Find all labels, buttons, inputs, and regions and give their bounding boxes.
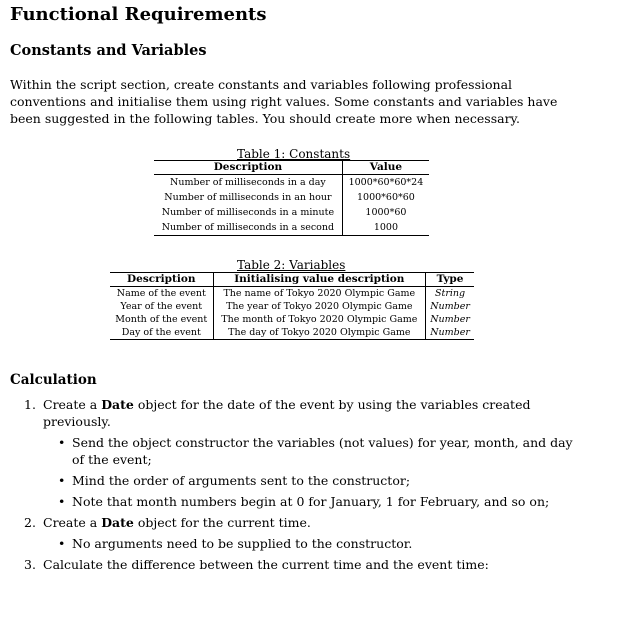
table-row <box>110 326 474 340</box>
table-cell: Day of the event <box>121 327 201 338</box>
table-cell: 1000*60*60*24 <box>348 177 424 188</box>
table2-caption: Table 2: Variables <box>237 258 346 272</box>
table-row <box>154 190 429 205</box>
table-cell: Number of milliseconds in a day <box>154 175 342 191</box>
step-text: Create a <box>43 397 102 412</box>
table-row <box>110 313 474 326</box>
table-cell: Year of the event <box>120 301 203 312</box>
section-heading: Constants and Variables <box>10 42 207 59</box>
list-item <box>24 556 584 573</box>
table-cell: 1000*60 <box>365 207 407 218</box>
bullet-text: No arguments need to be supplied to the constructor. <box>72 536 413 551</box>
step-keyword: Date <box>101 515 134 530</box>
table-cell: Number <box>430 327 470 338</box>
table1-header-description: Description <box>154 161 342 175</box>
list-item <box>24 472 584 489</box>
table-row <box>110 300 474 313</box>
table-row <box>154 220 429 236</box>
page-title: Functional Requirements <box>10 4 267 25</box>
bullet-icon: • <box>58 494 66 509</box>
table2-header-type: Type <box>426 273 474 287</box>
bullet-text: Send the object constructor the variables (not values) for year, month, and day of the event; <box>72 435 573 467</box>
table-cell: 1000 <box>373 222 399 233</box>
bullet-icon: • <box>58 435 66 450</box>
step-number: 1. <box>24 397 36 412</box>
step-text: Create a <box>43 515 102 530</box>
table-row <box>154 205 429 220</box>
table-cell: Number <box>430 314 470 325</box>
step-number: 3. <box>24 557 36 572</box>
bullet-icon: • <box>58 473 66 488</box>
constants-table <box>154 160 429 236</box>
table-cell: 1000*60*60 <box>356 192 415 203</box>
table-cell: The name of Tokyo 2020 Olympic Game <box>213 287 426 301</box>
table-cell: Number of milliseconds in a second <box>154 220 342 236</box>
bullet-text: Mind the order of arguments sent to the constructor; <box>72 473 411 488</box>
calculation-heading: Calculation <box>10 372 97 388</box>
table-cell: The month of Tokyo 2020 Olympic Game <box>213 313 426 326</box>
table-cell: Number of milliseconds in an hour <box>154 190 342 205</box>
table2-header-initialising: Initialising value description <box>213 273 426 287</box>
table-cell: Number <box>430 301 470 312</box>
list-item <box>24 514 584 531</box>
table-cell: Month of the event <box>115 314 208 325</box>
step-text: object for the date of the event by using the variables created previously. <box>43 397 531 429</box>
step-number: 2. <box>24 515 36 530</box>
list-item <box>24 434 584 468</box>
table-cell: The year of Tokyo 2020 Olympic Game <box>213 300 426 313</box>
table-cell: String <box>435 288 466 299</box>
step-text: object for the current time. <box>133 515 311 530</box>
list-item <box>24 493 584 510</box>
table2-header-description: Description <box>110 273 213 287</box>
list-item <box>24 535 584 552</box>
table1-header-value: Value <box>342 161 429 175</box>
table-cell: Number of milliseconds in a minute <box>154 205 342 220</box>
table-cell: The day of Tokyo 2020 Olympic Game <box>213 326 426 340</box>
intro-paragraph: Within the script section, create constants and variables following professional conventions and initialise them using right values. Some constants and variables have been suggested in the following tables. You should create more when necessary. <box>10 77 558 126</box>
step-keyword: Date <box>101 397 134 412</box>
table-cell: Name of the event <box>116 288 206 299</box>
bullet-text: Note that month numbers begin at 0 for January, 1 for February, and so on; <box>72 494 550 509</box>
calculation-steps <box>24 396 584 577</box>
table1-caption: Table 1: Constants <box>237 147 351 161</box>
table-row <box>110 287 474 301</box>
table-row <box>154 175 429 191</box>
variables-table <box>110 272 474 340</box>
list-item <box>24 396 584 430</box>
step-text: Calculate the difference between the current time and the event time: <box>43 557 489 572</box>
bullet-icon: • <box>58 536 66 551</box>
